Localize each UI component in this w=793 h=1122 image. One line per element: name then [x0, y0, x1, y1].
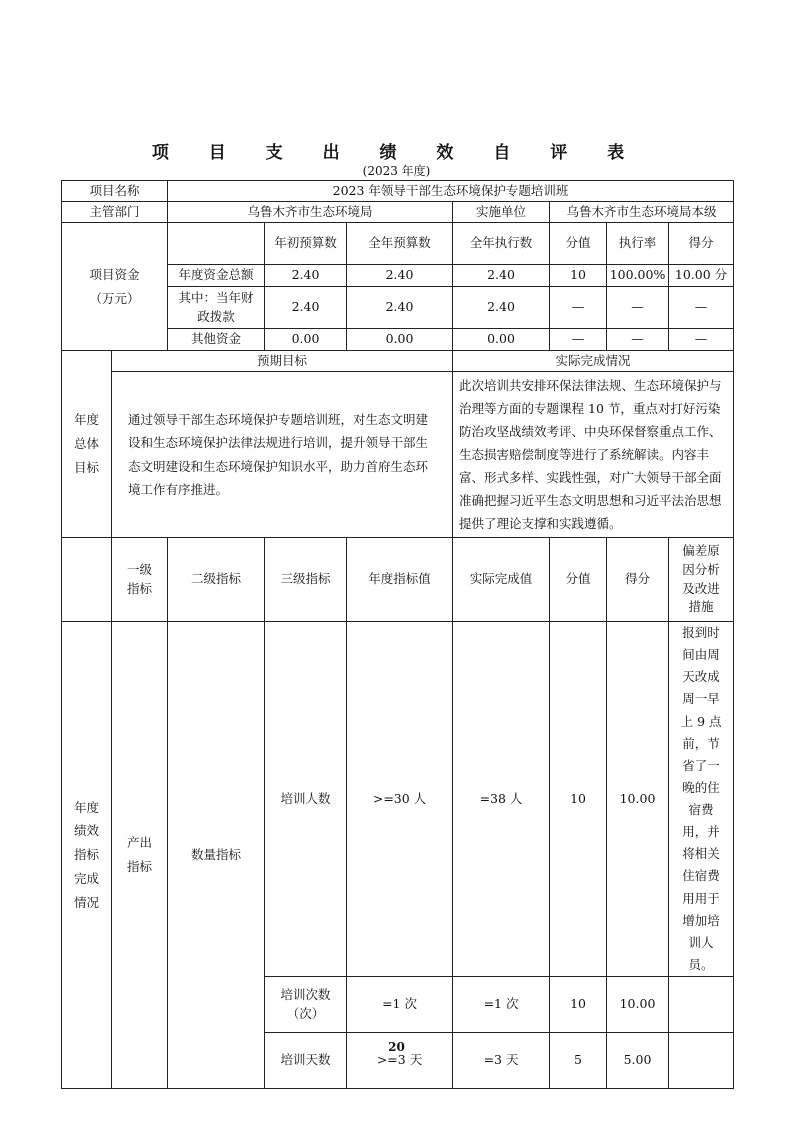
target-value: =1 次 — [347, 977, 453, 1033]
perf-label: 年度绩效指标完成情况 — [62, 622, 112, 1089]
level1-indicator: 产出指标 — [112, 622, 168, 1089]
impl-value: 乌鲁木齐市生态环境局本级 — [550, 202, 734, 223]
project-name-value: 2023 年领导干部生态环境保护专题培训班 — [168, 181, 734, 202]
fund-cell: 0.00 — [265, 329, 347, 351]
level3-indicator: 培训人数 — [265, 622, 347, 977]
page-title: 项 目 支 出 绩 效 自 评 表 — [151, 143, 642, 163]
ind-header: 实际完成值 — [453, 538, 550, 622]
project-name-label: 项目名称 — [62, 181, 168, 202]
target-value: >=3 天 — [347, 1033, 453, 1089]
goal-actual-text: 此次培训共安排环保法律法规、生态环境保护与治理等方面的专题课程 10 节，重点对打好污染防治攻坚战绩效考评、中央环保督察重点工作、生态损害赔偿制度等进行了系统解读。内容丰富、形式多样、实践性强，对广大领导干部全面准确把握习近平生态文明思想和习近平法治思想提供了理论支撑和实践遵循。 — [453, 372, 734, 538]
level2-indicator: 数量指标 — [168, 622, 265, 1089]
fund-cell: — — [607, 329, 669, 351]
level3-indicator: 培训次数（次） — [265, 977, 347, 1033]
deviation-note: 报到时间由周天改成周一早上 9 点前，节省了一晚的住宿费用，并将相关住宿费用用于增加培训人员。 — [669, 622, 734, 977]
ind-header: 得分 — [607, 538, 669, 622]
indicator-header-row — [62, 538, 734, 622]
fund-header: 执行率 — [607, 223, 669, 265]
score-value: 10 — [550, 622, 607, 977]
fund-cell: 0.00 — [347, 329, 453, 351]
ind-header: 年度指标值 — [347, 538, 453, 622]
goal-actual-header: 实际完成情况 — [453, 351, 734, 372]
fund-cell: — — [669, 329, 734, 351]
actual-value: =3 天 — [453, 1033, 550, 1089]
fund-header: 全年执行数 — [453, 223, 550, 265]
performance-table — [61, 180, 734, 1089]
impl-label: 实施单位 — [453, 202, 550, 223]
dept-row — [62, 202, 734, 223]
fund-cell: — — [669, 287, 734, 329]
fund-cell: 100.00% — [607, 265, 669, 287]
fund-cell: 2.40 — [265, 265, 347, 287]
year-subtitle: (2023 年度) — [362, 164, 431, 178]
fund-row-label: 年度资金总额 — [168, 265, 265, 287]
fund-cell: 0.00 — [453, 329, 550, 351]
score-value: 10 — [550, 977, 607, 1033]
fund-cell: 2.40 — [453, 287, 550, 329]
fund-row-label: 其中：当年财政拨款 — [168, 287, 265, 329]
fund-row-label: 其他资金 — [168, 329, 265, 351]
deviation-note — [669, 977, 734, 1033]
ind-header: 三级指标 — [265, 538, 347, 622]
actual-value: =38 人 — [453, 622, 550, 977]
got-value: 10.00 — [607, 622, 669, 977]
goal-label: 年度总体目标 — [62, 351, 112, 538]
ind-header: 二级指标 — [168, 538, 265, 622]
goal-expected-header: 预期目标 — [112, 351, 453, 372]
fund-cell: 10.00 分 — [669, 265, 734, 287]
goal-expected-text: 通过领导干部生态环境保护专题培训班，对生态文明建设和生态环境保护法律法规进行培训，提升领导干部生态文明建设和生态环境保护知识水平，助力首府生态环境工作有序推进。 — [112, 372, 453, 538]
fund-cell: 2.40 — [347, 287, 453, 329]
fund-label: 项目资金（万元） — [62, 223, 168, 351]
ind-header: 分值 — [550, 538, 607, 622]
ind-header: 一级指标 — [112, 538, 168, 622]
score-value: 5 — [550, 1033, 607, 1089]
level3-indicator: 培训天数 — [265, 1033, 347, 1089]
dept-value: 乌鲁木齐市生态环境局 — [168, 202, 453, 223]
fund-cell: 2.40 — [265, 287, 347, 329]
fund-header: 得分 — [669, 223, 734, 265]
fund-header: 分值 — [550, 223, 607, 265]
indicator-row — [62, 622, 734, 977]
got-value: 5.00 — [607, 1033, 669, 1089]
fund-header-row — [62, 223, 734, 265]
dept-label: 主管部门 — [62, 202, 168, 223]
goal-content-row — [62, 372, 734, 538]
goal-header-row — [62, 351, 734, 372]
project-name-row — [62, 181, 734, 202]
fund-cell: — — [550, 287, 607, 329]
fund-header: 年初预算数 — [265, 223, 347, 265]
fund-cell: — — [550, 329, 607, 351]
page-number: 20 — [388, 1040, 405, 1054]
target-value: >=30 人 — [347, 622, 453, 977]
fund-cell: — — [607, 287, 669, 329]
fund-cell: 2.40 — [453, 265, 550, 287]
got-value: 10.00 — [607, 977, 669, 1033]
fund-cell: 2.40 — [347, 265, 453, 287]
fund-header: 全年预算数 — [347, 223, 453, 265]
fund-cell: 10 — [550, 265, 607, 287]
actual-value: =1 次 — [453, 977, 550, 1033]
ind-header: 偏差原因分析及改进措施 — [669, 538, 734, 622]
